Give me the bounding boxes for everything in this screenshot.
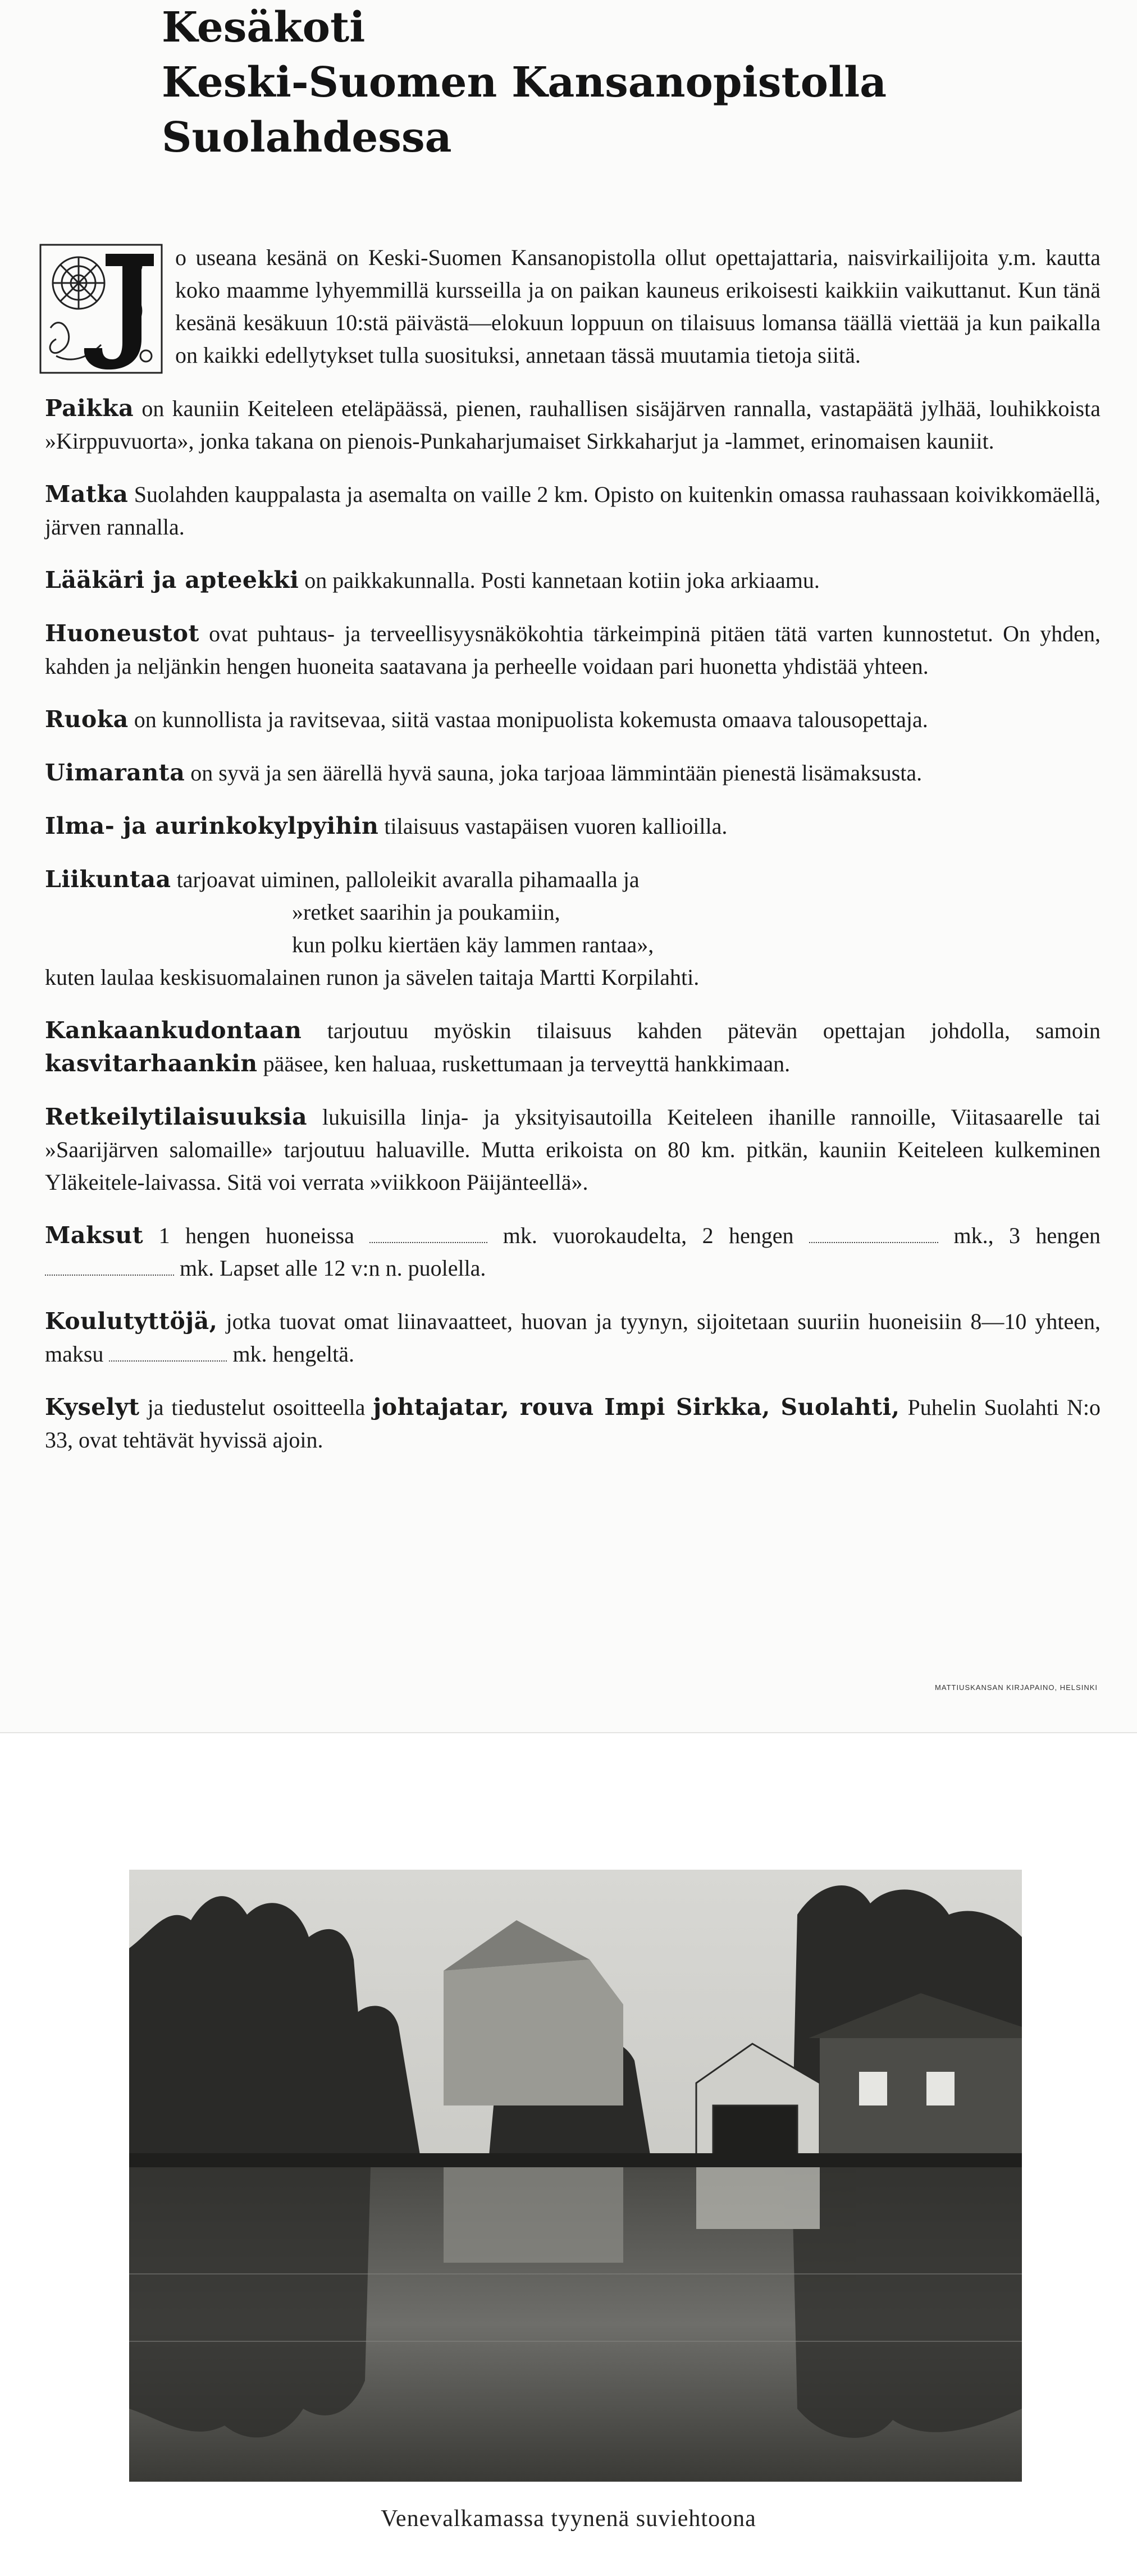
keyword-retkeily: Retkeilytilaisuuksia bbox=[45, 1103, 308, 1130]
text-laakari: on paikkakunnalla. Posti kannetaan kotiin joka arkiaamu. bbox=[299, 568, 820, 593]
paragraph-laakari bbox=[45, 564, 1101, 597]
paragraph-paikka bbox=[45, 392, 1101, 458]
text-kasvitarhaankin: pääsee, ken haluaa, ruskettumaan ja terveyttä hankkimaan. bbox=[257, 1051, 791, 1076]
text-koulutyttoja-1: jotka tuovat omat liinavaatteet, huovan ja tyynyn, sijoitetaan suuriin huoneisiin 8—10 yhteen, maksu bbox=[45, 1309, 1101, 1367]
text-maksut-2: mk. vuorokaudelta, 2 hengen bbox=[487, 1223, 810, 1248]
keyword-kyselyt: Kyselyt bbox=[45, 1394, 140, 1421]
blank-price-4 bbox=[109, 1344, 227, 1362]
keyword-matka: Matka bbox=[45, 481, 129, 508]
paragraph-kyselyt bbox=[45, 1391, 1101, 1456]
text-kyselyt-2: Puhelin Suolahti N:o 33, ovat tehtävät hyvissä ajoin. bbox=[45, 1395, 1101, 1453]
paragraph-matka bbox=[45, 478, 1101, 543]
photo-caption: Venevalkamassa tyynenä suviehtoona bbox=[381, 2506, 756, 2532]
text-kyselyt-1: ja tiedustelut osoitteella bbox=[139, 1395, 373, 1420]
verse-line-2: kun polku kiertäen käy lammen rantaa», bbox=[292, 932, 654, 957]
paragraph-retkeily bbox=[45, 1100, 1101, 1199]
keyword-laakari: Lääkäri ja apteekki bbox=[45, 567, 299, 593]
text-ilma: tilaisuus vastapäisen vuoren kallioilla. bbox=[378, 814, 728, 839]
text-retkeily: lukuisilla linja- ja yksityisautoilla Keiteleen ihanille rannoille, Viitasaarelle tai »Saarijärven salomaille» tarjoutuu haluaville. Mutta erikoista on 80 km. pitkän, kauniin Keiteleen kulkeminen Yläkeitele-laivassa. Sitä voi verrata »viikkoon Päijänteellä». bbox=[45, 1104, 1101, 1195]
text-ruoka: on kunnollista ja ravitsevaa, siitä vastaa monipuolista kokemusta omaava talousopettaja. bbox=[128, 707, 928, 732]
keyword-uimaranta: Uimaranta bbox=[45, 759, 185, 786]
title-line-3: Suolahdessa bbox=[162, 113, 452, 162]
article-body bbox=[39, 241, 1101, 1477]
lake-photograph bbox=[129, 1870, 1022, 2482]
keyword-kasvitarhaankin: kasvitarhaankin bbox=[45, 1050, 258, 1077]
paragraph-liikuntaa bbox=[45, 863, 1101, 994]
intro-paragraph bbox=[39, 241, 1101, 372]
title-line-1: Kesäkoti bbox=[162, 3, 366, 52]
paragraph-huoneustot bbox=[45, 617, 1101, 683]
paragraph-ruoka bbox=[45, 703, 1101, 736]
text-kankaankudontaan: tarjoutuu myöskin tilaisuus kahden pätevän opettajan johdolla, samoin bbox=[302, 1018, 1101, 1043]
paragraph-kankaankudontaan bbox=[45, 1014, 1101, 1080]
title-line-2: Keski-Suomen Kansanopistolla bbox=[162, 58, 887, 107]
text-maksut-1: 1 hengen huoneissa bbox=[143, 1223, 370, 1248]
text-liikuntaa-tail: kuten laulaa keskisuomalainen runon ja sävelen taitaja Martti Korpilahti. bbox=[45, 965, 700, 990]
text-maksut-3: mk., 3 hengen bbox=[938, 1223, 1101, 1248]
paragraph-koulutyttoja bbox=[45, 1305, 1101, 1371]
paragraph-uimaranta bbox=[45, 756, 1101, 789]
printer-imprint: MATTIUSKANSAN KIRJAPAINO, HELSINKI bbox=[935, 1683, 1098, 1692]
text-paikka: on kauniin Keiteleen eteläpäässä, pienen, rauhallisen sisäjärven rannalla, vastapäätä jylhää, louhikkoista »Kirppuvuorta», jonka takana on pienois-Punkaharjumaiset Sirkkaharjut ja -lammet, erinomaisen kauniit. bbox=[45, 396, 1101, 454]
blank-price-1 bbox=[369, 1225, 487, 1243]
text-koulutyttoja-2: mk. hengeltä. bbox=[227, 1341, 355, 1367]
keyword-huoneustot: Huoneustot bbox=[45, 620, 199, 647]
blank-price-2 bbox=[809, 1225, 938, 1243]
keyword-kankaankudontaan: Kankaankudontaan bbox=[45, 1017, 302, 1044]
text-maksut-4: mk. Lapset alle 12 v:n n. puolella. bbox=[174, 1255, 486, 1281]
text-uimaranta: on syvä ja sen äärellä hyvä sauna, joka tarjoaa lämmintään pienestä lisämaksusta. bbox=[185, 760, 923, 785]
ornamental-dropcap-j bbox=[39, 244, 163, 374]
keyword-maksut: Maksut bbox=[45, 1222, 144, 1249]
paragraph-ilma bbox=[45, 810, 1101, 843]
shoreline bbox=[129, 2153, 1022, 2167]
keyword-ruoka: Ruoka bbox=[45, 706, 129, 733]
verse-line-1: »retket saarihin ja poukamiin, bbox=[292, 899, 560, 925]
text-huoneustot: ovat puhtaus- ja terveellisyysnäkökohtia tärkeimpinä pitäen tätä varten kunnostetut. On yhden, kahden ja neljänkin hengen huoneita saatavana ja perheelle voidaan pari huonetta yhdistää yhteen. bbox=[45, 621, 1101, 679]
text-matka: Suolahden kauppalasta ja asemalta on vaille 2 km. Opisto on kuitenkin omassa rauhassaan koivikkomäellä, järven rannalla. bbox=[45, 482, 1101, 540]
text-liikuntaa: tarjoavat uiminen, palloleikit avaralla pihamaalla ja bbox=[171, 867, 640, 892]
blank-price-3 bbox=[45, 1258, 174, 1276]
paragraph-maksut bbox=[45, 1219, 1101, 1285]
keyword-contact: johtajatar, rouva Impi Sirkka, Suolahti, bbox=[373, 1394, 900, 1421]
keyword-ilma: Ilma- ja aurinkokylpyihin bbox=[45, 812, 379, 839]
page-title bbox=[162, 0, 887, 165]
keyword-koulutyttoja: Koulutyttöjä, bbox=[45, 1308, 218, 1335]
intro-text: o useana kesänä on Keski-Suomen Kansanopistolla ollut opettajattaria, naisvirkailijoita y.m. kautta koko maamme lyhyemmillä kursseilla ja on paikan kauneus erikoisesti kaikkiin vaikuttanut. Kun tänä kesänä kesäkuun 10:stä päivästä—elokuun loppuun on tilaisuus lomansa täällä viettää ja kun paikalla on kaikki edellytykset tulla suosituksi, annetaan tässä muutamia tietoja siitä. bbox=[175, 245, 1101, 368]
keyword-paikka: Paikka bbox=[45, 395, 134, 422]
keyword-liikuntaa: Liikuntaa bbox=[45, 866, 171, 893]
